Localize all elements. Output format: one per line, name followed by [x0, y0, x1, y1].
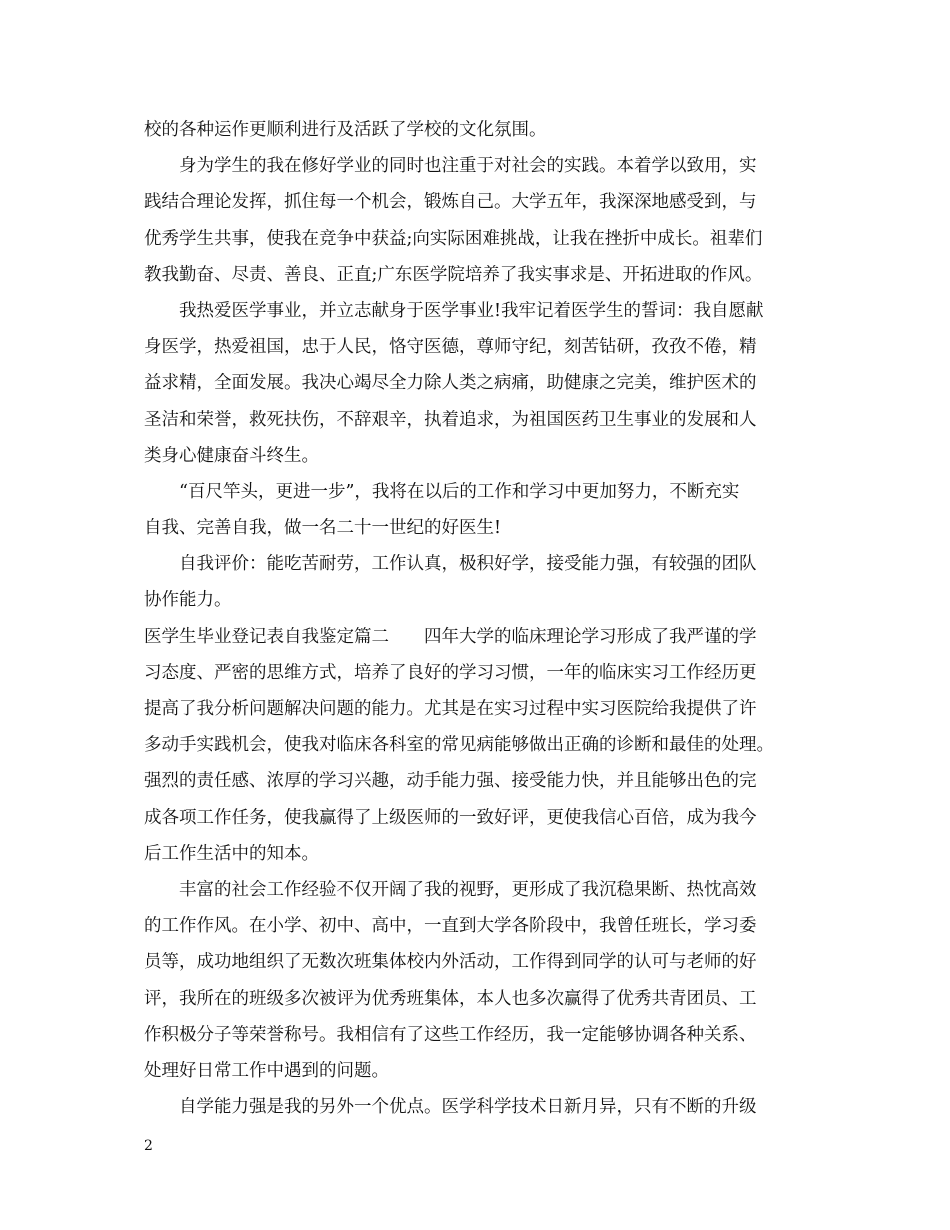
text-line: 我热爱医学事业，并立志献身于医学事业!我牢记着医学生的誓词：我自愿献 [179, 300, 764, 321]
text-line: 优秀学生共事，使我在竞争中获益;向实际困难挑战，让我在挫折中成长。祖辈们 [144, 228, 763, 249]
text-line: 教我勤奋、尽责、善良、正直;广东医学院培养了我实事求是、开拓进取的作风。 [144, 264, 763, 285]
text-line: 自学能力强是我的另外一个优点。医学科学技术日新月异，只有不断的升级 [179, 1097, 757, 1118]
text-line: 益求精，全面发展。我决心竭尽全力除人类之病痛，助健康之完美，维护医术的 [144, 373, 757, 394]
text-line: 身医学，热爱祖国，忠于人民，恪守医德，尊师守纪，刻苦钻研，孜孜不倦，精 [144, 337, 757, 358]
text-line: 作积极分子等荣誉称号。我相信有了这些工作经历，我一定能够协调各种关系、 [144, 1024, 757, 1045]
text-line: 协作能力。 [144, 590, 232, 611]
text-line: 多动手实践机会，使我对临床各科室的常见病能够做出正确的诊断和最佳的处理。 [144, 735, 774, 756]
text-line: 圣洁和荣誉，救死扶伤，不辞艰辛，执着追求，为祖国医药卫生事业的发展和人 [144, 409, 757, 430]
text-line: 员等，成功地组织了无数次班集体校内外活动，工作得到同学的认可与老师的好 [144, 952, 757, 973]
section-heading-line: 医学生毕业登记表自我鉴定篇二 四年大学的临床理论学习形成了我严谨的学 [144, 626, 757, 647]
text-line: 习态度、严密的思维方式，培养了良好的学习习惯，一年的临床实习工作经历更 [144, 662, 757, 683]
text-line: 成各项工作任务，使我赢得了上级医师的一致好评，更使我信心百倍，成为我今 [144, 807, 757, 828]
text-line: 自我、完善自我，做一名二十一世纪的好医生! [144, 518, 502, 539]
text-line: 强烈的责任感、浓厚的学习兴趣，动手能力强、接受能力快，并且能够出色的完 [144, 771, 757, 792]
page-number: 2 [144, 1138, 153, 1154]
text-line: 践结合理论发挥，抓住每一个机会，锻炼自己。大学五年，我深深地感受到，与 [144, 192, 757, 213]
body-text [144, 112, 834, 1125]
text-line: 提高了我分析问题解决问题的能力。尤其是在实习过程中实习医院给我提供了许 [144, 699, 757, 719]
text-line: 身为学生的我在修好学业的同时也注重于对社会的实践。本着学以致用，实 [179, 156, 757, 177]
text-line: 自我评价：能吃苦耐劳，工作认真，极积好学，接受能力强，有较强的团队 [179, 554, 757, 575]
text-line: 校的各种运作更顺利进行及活跃了学校的文化氛围。 [144, 120, 547, 140]
text-line: 处理好日常工作中遇到的问题。 [144, 1060, 389, 1081]
text-line: 评，我所在的班级多次被评为优秀班集体，本人也多次赢得了优秀共青团员、工 [144, 988, 757, 1009]
text-line: 的工作作风。在小学、初中、高中，一直到大学各阶段中，我曾任班长，学习委 [144, 916, 757, 937]
text-line: 类身心健康奋斗终生。 [144, 445, 319, 466]
text-line: 丰富的社会工作经验不仅开阔了我的视野，更形成了我沉稳果断、热忱高效 [179, 879, 757, 900]
text-line: 后工作生活中的知本。 [144, 843, 319, 864]
text-line: “百尺竿头，更进一步”，我将在以后的工作和学习中更加努力，不断充实 [179, 481, 740, 502]
